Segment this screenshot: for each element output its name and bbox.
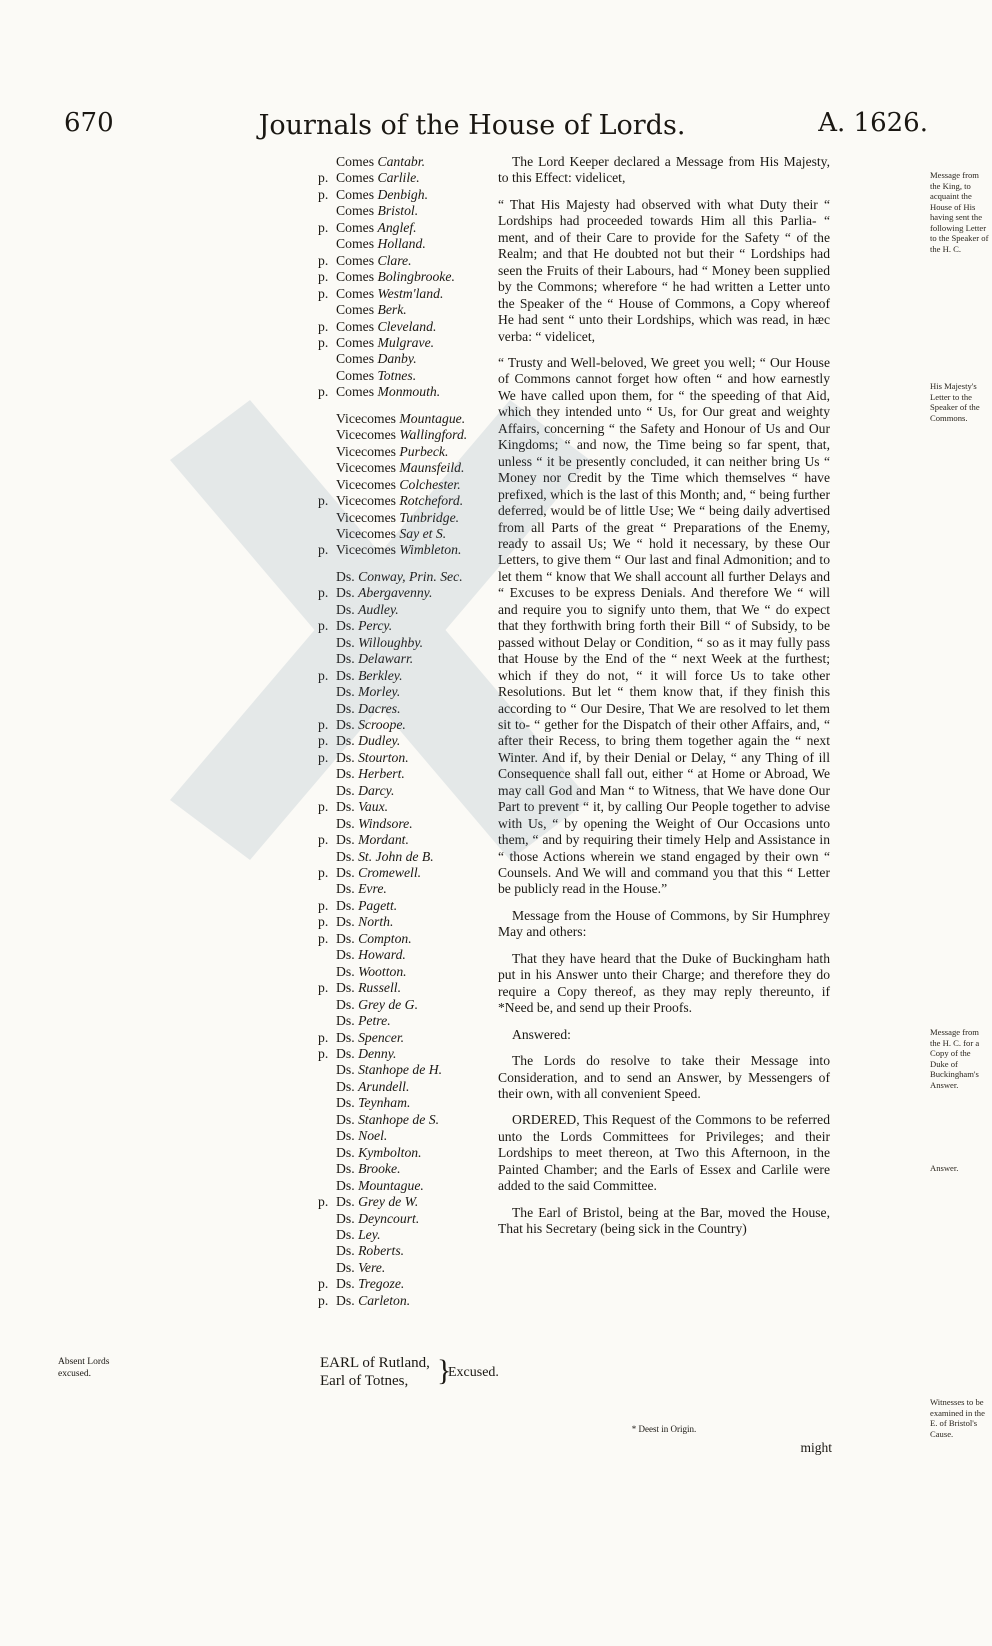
lord-title: Ds. [336,634,355,650]
lord-title: Comes [336,219,375,235]
lord-title: Ds. [336,749,355,765]
lord-title: Comes [336,384,375,400]
lord-name: Delawarr. [358,651,414,667]
page-year: A. 1626. [818,108,928,138]
lord-entry [318,1145,488,1161]
absent-lord-line: Earl of Totnes, [320,1373,409,1389]
lord-name: Totnes. [377,367,417,383]
lord-title: Ds. [336,782,355,798]
present-mark: p. [318,1046,329,1062]
lord-name: Dacres. [358,700,401,716]
present-mark: p. [318,618,329,634]
lord-title: Ds. [336,766,355,782]
lord-name: North. [358,914,394,930]
lord-name: Mountague. [399,410,466,426]
lord-title: Vicecomes [336,509,396,525]
lord-name: Tunbridge. [399,509,460,525]
lord-name: Roberts. [358,1243,405,1259]
lord-name: Mountague. [358,1177,424,1193]
lord-name: Scroope. [358,716,406,732]
lord-title: Ds. [336,568,355,584]
lord-entry [318,1079,488,1095]
lord-title: Vicecomes [336,493,396,509]
body-paragraph: ORDERED, This Request of the Commons to be referred unto the Lords Committees for Privileges; and their Lordships to meet thereon, at Two this Afternoon, in the Painted Chamber; and the Earls of Essex and Carlile were added to the said Committee. [498,1112,830,1194]
lord-name: Colchester. [399,476,461,492]
lord-title: Ds. [336,1243,355,1259]
lord-title: Ds. [336,601,355,617]
lord-entry [318,980,488,996]
lord-title: Ds. [336,930,355,946]
excused-status: Excused. [448,1365,499,1380]
lord-entry [318,1046,488,1062]
lord-name: Stanhope de S. [358,1111,440,1127]
lord-name: Audley. [358,601,399,617]
lord-title: Ds. [336,684,355,700]
lord-name: Howard. [358,947,406,963]
lord-title: Ds. [336,881,355,897]
lord-name: Bolingbrooke. [377,269,455,285]
lord-name: Pagett. [358,897,398,913]
lord-entry [318,898,488,914]
lord-entry [318,220,488,236]
lord-name: Tregoze. [358,1276,405,1292]
body-paragraph: Answered: [512,1026,571,1042]
lord-entry [318,236,488,252]
lord-entry [318,1178,488,1194]
present-mark: p. [318,170,329,186]
lord-entry [318,865,488,881]
lord-title: Comes [336,351,375,367]
lord-entry [318,1194,488,1210]
body-paragraph: The Earl of Bristol, being at the Bar, moved the House, That his Secretary (being sick in the Country) [498,1204,830,1237]
lord-entry [318,253,488,269]
lord-title: Ds. [336,914,355,930]
lord-title: Vicecomes [336,410,396,426]
running-title: Journals of the House of Lords. [258,110,686,141]
lord-entry [318,816,488,832]
lord-entry [318,1062,488,1078]
lord-name: Carlile. [377,170,420,186]
lord-title: Ds. [336,815,355,831]
lord-name: Teynham. [358,1095,411,1111]
list-gap [318,559,488,569]
lord-name: Holland. [377,236,426,252]
lord-title: Ds. [336,1029,355,1045]
journal-body [498,154,830,1248]
lord-entry [318,319,488,335]
lord-title: Ds. [336,1276,355,1292]
lord-entry [318,849,488,865]
lord-entry [318,1095,488,1111]
lord-title: Comes [336,367,375,383]
lord-title: Comes [336,170,375,186]
lord-entry [318,1161,488,1177]
lord-name: Ley. [358,1227,381,1242]
margin-note: His Majesty's Letter to the Speaker of the Commons. [930,381,980,423]
lord-name: Mordant. [358,832,409,848]
lord-entry [318,1227,488,1243]
lord-title: Ds. [336,1128,355,1144]
body-paragraph: “ Trusty and Well-beloved, We greet you well; “ Our House of Commons cannot forget how often “ and how earnestly We have called upon them, for “ the speeding of that Aid, which they intended unto “ Us, for Our great and weighty Affairs, concerning “ the Safety and Honour of Us and Our Kingdoms; “ and now, the Time being so far spent, that, unless “ it be presently concluded, it can neither bring Us “ Money nor Credit by the Time which themselves “ have prefixed, which is the last of this Month; and, “ being further deferred, would be of little Use; We “ being daily advertised from all Parts of the great “ Preparations of the Enemy, ready to assail Us; We “ hold it necessary, by these Our Letters, to give them “ Our last and final Admonition; and to let them “ know that We shall account all further Delays and “ Excuses to be express Denials. And therefore We “ will and require you to signify unto them, that We “ do expect that they forthwith bring forth their Bill “ of Subsidy, to be passed without Delay or Condition, “ so as it may fully pass that House by the End of the “ next Week at the furthest; which if they do not, “ it will force Us to take other Resolutions. But let “ them know that, if they finish this according to “ Our Desire, That We are resolved to let them sit to- “ gether for the Dispatch of their other Affairs, and, “ after their Recess, to bring them together again the “ next Winter. And if, by their Denial or Delay, “ any Thing of ill Consequence shall fall out, either “ at Home or Abroad, We may call God and Man “ to Witness, that We have done Our Part to prevent “ it, by calling Our People together to advise with Us, “ by opening the Weight of Our Occasions unto them, “ and by requiring their timely Help and Assistance in “ those Actions wherein we stand engaged by their own “ Counsels. And We will and command you that this “ Letter be publicly read in the House.” [498,354,830,897]
lord-title: Ds. [336,1046,355,1062]
lord-title: Vicecomes [336,476,396,492]
lord-name: Westm'land. [377,285,444,301]
lord-title: Ds. [336,667,355,683]
present-mark: p. [318,542,329,558]
lord-title: Ds. [336,1095,355,1111]
lord-entry [318,269,488,285]
margin-note: Witnesses to be examined in the E. of Bristol's Cause. [930,1397,985,1439]
lord-title: Vicecomes [336,542,396,558]
lord-name: Stourton. [358,749,409,765]
present-mark: p. [318,1029,329,1045]
lord-title: Comes [336,154,375,169]
lord-name: Wallingford. [399,427,468,443]
lord-name: Petre. [358,1013,391,1029]
margin-note: Message from the H. C. for a Copy of the Duke of Buckingham's Answer. [930,1027,980,1090]
lord-name: Purbeck. [399,443,449,459]
lord-title: Ds. [336,1111,355,1127]
lord-entry [318,154,488,170]
lord-title: Ds. [336,963,355,979]
lord-name: Cantabr. [377,154,425,169]
lord-entry [318,1260,488,1276]
present-mark: p. [318,930,329,946]
lord-entry [318,668,488,684]
lord-entry [318,1276,488,1292]
lord-entry [318,569,488,585]
lord-name: Noel. [358,1128,388,1144]
lord-entry [318,187,488,203]
lord-name: Cromewell. [358,865,422,881]
lord-entry [318,351,488,367]
lord-name: Denny. [358,1046,397,1062]
lord-name: Denbigh. [377,186,429,202]
lord-name: Wimbleton. [399,542,462,558]
body-paragraph: “ That His Majesty had observed with what Duty their “ Lordships had proceeded towards Him all this Parlia- “ ment, and of their Care to provide for the Safety “ of the Realm; and that He doubted not but their “ Lordships had seen the Fruits of their Labours, had “ Money been supplied by the Commons; wherefore “ he had written a Letter unto the Speaker of the “ House of Commons, a Copy whereof He had sent “ unto their Lordships, which was read, in hæc verba: “ videlicet, [498,196,830,344]
lord-entry [318,881,488,897]
present-mark: p. [318,318,329,334]
lord-name: Brooke. [358,1161,401,1177]
lord-title: Ds. [336,1259,355,1275]
lord-entry [318,585,488,601]
lord-name: Maunsfeild. [399,460,465,476]
brace: } [437,1354,452,1387]
present-mark: p. [318,585,329,601]
body-paragraph: That they have heard that the Duke of Buckingham hath put in his Answer unto their Charge; and therefore they do require a Copy thereof, as they may reply thereunto, if *Need be, and send up their Proofs. [498,950,830,1016]
lord-entry [318,651,488,667]
lord-entry [318,170,488,186]
list-gap [318,401,488,411]
lord-name: Morley. [358,684,401,700]
lord-name: Say et S. [399,525,447,541]
lord-entry [318,733,488,749]
lord-title: Ds. [336,585,355,601]
lord-title: Ds. [336,947,355,963]
present-mark: p. [318,799,329,815]
catchword: might [800,1440,832,1455]
lord-title: Ds. [336,1161,355,1177]
lord-name: Compton. [358,930,412,946]
present-mark: p. [318,219,329,235]
lord-title: Vicecomes [336,443,396,459]
lord-name: Clare. [377,252,412,268]
lord-entry [318,618,488,634]
lord-entry [318,510,488,526]
margin-note: Answer. [930,1163,959,1173]
absent-lords-entry [320,1354,499,1390]
lord-title: Comes [336,269,375,285]
lord-name: Vaux. [358,799,389,815]
lord-title: Ds. [336,1078,355,1094]
lord-entry [318,286,488,302]
lord-title: Ds. [336,848,355,864]
lord-title: Ds. [336,865,355,881]
lord-title: Vicecomes [336,525,396,541]
present-mark: p. [318,493,329,509]
lord-name: Russell. [358,980,402,996]
lord-name: Abergavenny. [358,585,433,601]
lord-name: St. John de B. [358,848,434,864]
lord-entry [318,335,488,351]
lord-entry [318,477,488,493]
lord-name: Carleton. [358,1292,411,1308]
lord-entry [318,1030,488,1046]
lords-present-list [318,154,488,1309]
lord-title: Comes [336,236,375,252]
lord-entry [318,493,488,509]
body-paragraph: Message from the House of Commons, by Sir Humphrey May and others: [498,907,830,940]
lord-name: Danby. [377,351,417,367]
lord-title: Ds. [336,1062,355,1078]
lord-name: Deyncourt. [358,1210,420,1226]
present-mark: p. [318,914,329,930]
lord-title: Ds. [336,1194,355,1210]
lord-title: Ds. [336,996,355,1012]
lord-title: Comes [336,318,375,334]
lord-name: Monmouth. [377,384,441,400]
lord-name: Percy. [358,618,393,634]
page-number: 670 [64,108,114,138]
lord-title: Ds. [336,618,355,634]
lord-entry [318,1293,488,1309]
present-mark: p. [318,252,329,268]
lord-entry [318,931,488,947]
lord-entry [318,1112,488,1128]
lord-name: Anglef. [377,219,417,235]
present-mark: p. [318,1276,329,1292]
lord-title: Vicecomes [336,427,396,443]
present-mark: p. [318,285,329,301]
lord-entry [318,203,488,219]
present-mark: p. [318,980,329,996]
lord-title: Ds. [336,832,355,848]
present-mark: p. [318,186,329,202]
lord-entry [318,1243,488,1259]
lord-entry [318,783,488,799]
lord-entry [318,750,488,766]
lord-entry [318,444,488,460]
lord-entry [318,832,488,848]
present-mark: p. [318,667,329,683]
lord-entry [318,526,488,542]
lord-title: Ds. [336,1210,355,1226]
present-mark: p. [318,897,329,913]
lord-title: Ds. [336,1177,355,1193]
lord-title: Vicecomes [336,460,396,476]
lord-entry [318,947,488,963]
lord-title: Ds. [336,1292,355,1308]
lord-name: Stanhope de H. [358,1062,443,1078]
lord-entry [318,717,488,733]
lord-entry [318,635,488,651]
lord-name: Cleveland. [377,318,437,334]
lord-title: Comes [336,302,375,318]
lord-entry [318,684,488,700]
lord-title: Ds. [336,716,355,732]
lord-name: Windsore. [358,815,413,831]
lord-entry [318,602,488,618]
lord-title: Comes [336,334,375,350]
lord-entry [318,411,488,427]
lord-title: Ds. [336,651,355,667]
lord-name: Mulgrave. [377,334,435,350]
lord-title: Ds. [336,1013,355,1029]
body-paragraph: The Lords do resolve to take their Message into Consideration, and to send an Answer, by Messengers of their own, with all convenient Speed. [498,1053,830,1102]
lord-title: Ds. [336,799,355,815]
present-mark: p. [318,865,329,881]
lord-entry [318,1211,488,1227]
lord-entry [318,368,488,384]
lord-name: Herbert. [358,766,405,782]
lord-name: Vere. [358,1259,386,1275]
lord-title: Ds. [336,1227,355,1242]
present-mark: p. [318,733,329,749]
lord-name: Conway, Prin. Sec. [358,568,463,584]
absent-lord-line: EARL of Rutland, [320,1355,430,1371]
lord-title: Ds. [336,733,355,749]
lord-name: Grey de G. [358,996,418,1012]
present-mark: p. [318,749,329,765]
present-mark: p. [318,832,329,848]
lord-title: Ds. [336,980,355,996]
lord-name: Kymbolton. [358,1144,422,1160]
lord-entry [318,302,488,318]
lord-entry [318,460,488,476]
lord-name: Evre. [358,881,387,897]
lord-title: Comes [336,186,375,202]
lord-name: Grey de W. [358,1194,419,1210]
lord-title: Ds. [336,897,355,913]
lord-entry [318,997,488,1013]
lord-entry [318,542,488,558]
footnote: * Deest in Origin. [631,1424,697,1434]
lord-entry [318,1128,488,1144]
page-header [64,108,928,148]
lord-name: Spencer. [358,1029,405,1045]
present-mark: p. [318,716,329,732]
lord-entry [318,964,488,980]
lord-entry [318,427,488,443]
lord-title: Comes [336,203,375,219]
lord-name: Dudley. [358,733,401,749]
absent-lords-label: Absent Lords excused. [58,1357,110,1379]
lord-name: Darcy. [358,782,395,798]
lord-name: Willoughby. [358,634,424,650]
lord-title: Comes [336,252,375,268]
lord-entry [318,384,488,400]
present-mark: p. [318,384,329,400]
lord-title: Ds. [336,700,355,716]
lord-entry [318,914,488,930]
lord-name: Bristol. [377,203,419,219]
lord-entry [318,799,488,815]
lord-title: Comes [336,285,375,301]
present-mark: p. [318,334,329,350]
present-mark: p. [318,1292,329,1308]
lord-name: Rotcheford. [399,493,464,509]
margin-note: Message from the King, to acquaint the House of His having sent the following Letter to the Speaker of the H. C. [930,170,989,254]
lord-name: Wootton. [358,963,407,979]
lord-entry [318,1013,488,1029]
body-paragraph: The Lord Keeper declared a Message from His Majesty, to this Effect: videlicet, [498,154,830,186]
lord-entry [318,701,488,717]
lord-name: Arundell. [358,1078,410,1094]
lord-name: Berkley. [358,667,403,683]
lord-name: Berk. [377,302,407,318]
present-mark: p. [318,269,329,285]
present-mark: p. [318,1194,329,1210]
lord-title: Ds. [336,1144,355,1160]
lord-entry [318,766,488,782]
